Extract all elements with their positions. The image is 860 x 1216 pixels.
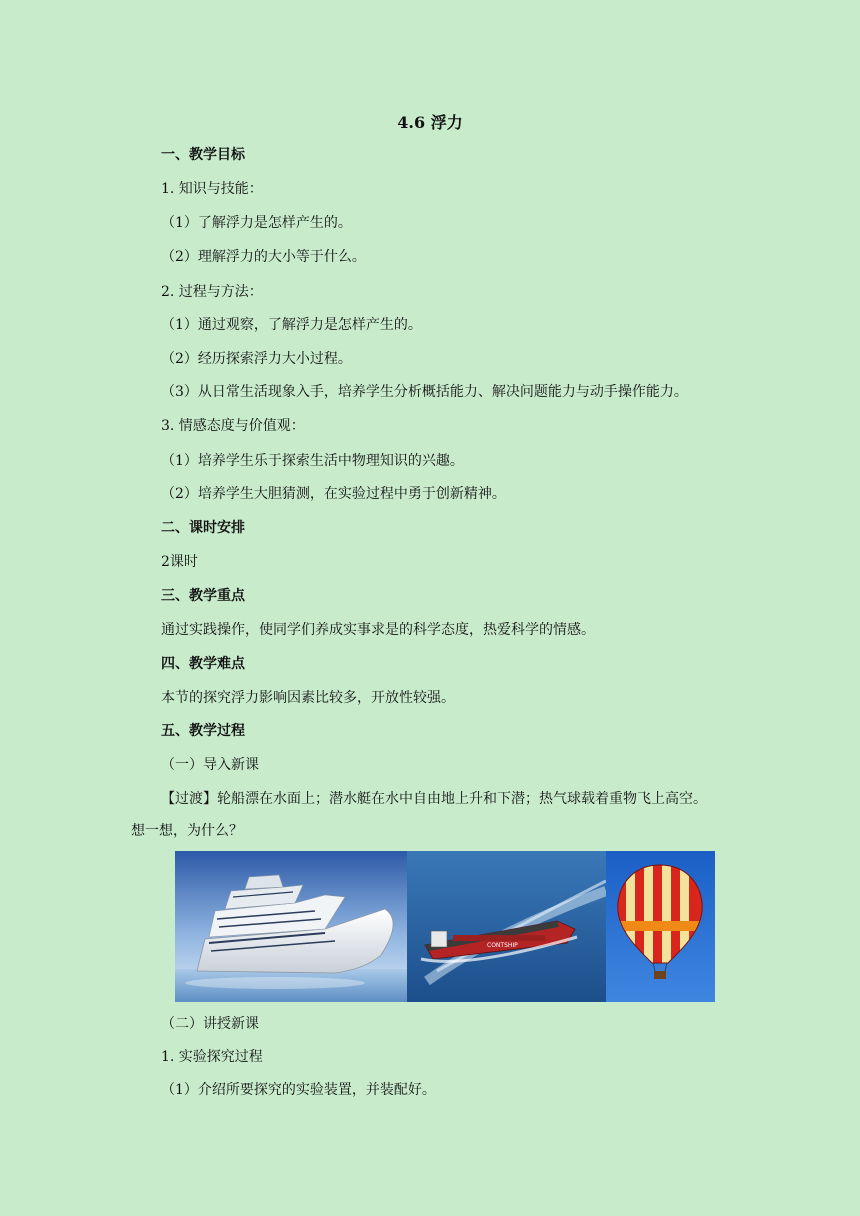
section-heading-key-points: 三、教学重点 [161, 588, 245, 604]
ship-hull-label: CONTSHIP [487, 942, 518, 949]
text-line: （1）培养学生乐于探索生活中物理知识的兴趣。 [161, 453, 464, 469]
section-heading-objectives: 一、教学目标 [161, 147, 245, 163]
section-heading-process: 五、教学过程 [161, 723, 245, 739]
text-line: （3）从日常生活现象入手，培养学生分析概括能力、解决问题能力与动手操作能力。 [161, 384, 688, 400]
subheading-process-methods: 2. 过程与方法： [161, 284, 263, 300]
text-line: （2）培养学生大胆猜测，在实验过程中勇于创新精神。 [161, 486, 506, 502]
text-line: （1）介绍所要探究的实验装置，并装配好。 [161, 1082, 436, 1098]
subheading-knowledge-skills: 1. 知识与技能： [161, 181, 263, 197]
illustration-strip [175, 851, 715, 1002]
text-line: 本节的探究浮力影响因素比较多，开放性较强。 [161, 690, 455, 706]
subheading-emotion-values: 3. 情感态度与价值观： [161, 418, 305, 434]
hot-air-balloon-image [606, 851, 715, 1002]
text-line: （1）通过观察，了解浮力是怎样产生的。 [161, 317, 422, 333]
subheading-new-lesson: （二）讲授新课 [161, 1016, 259, 1032]
cruise-ship-image [175, 851, 407, 1002]
document-title: 4.6 浮力 [397, 113, 463, 132]
section-heading-schedule: 二、课时安排 [161, 520, 245, 536]
text-line: 【过渡】轮船漂在水面上；潜水艇在水中自由地上升和下潜；热气球载着重物飞上高空。 [161, 791, 707, 807]
text-line: （2）理解浮力的大小等于什么。 [161, 249, 366, 265]
text-line: 2课时 [161, 554, 198, 570]
text-line: （1）了解浮力是怎样产生的。 [161, 215, 352, 231]
text-line: 通过实践操作，使同学们养成实事求是的科学态度，热爱科学的情感。 [161, 622, 595, 638]
text-line: 想一想，为什么？ [131, 823, 243, 839]
subheading-intro: （一）导入新课 [161, 757, 259, 773]
cargo-ship-image [407, 851, 606, 1002]
text-line: 1. 实验探究过程 [161, 1049, 263, 1065]
text-line: （2）经历探索浮力大小过程。 [161, 351, 352, 367]
section-heading-difficulties: 四、教学难点 [161, 656, 245, 672]
